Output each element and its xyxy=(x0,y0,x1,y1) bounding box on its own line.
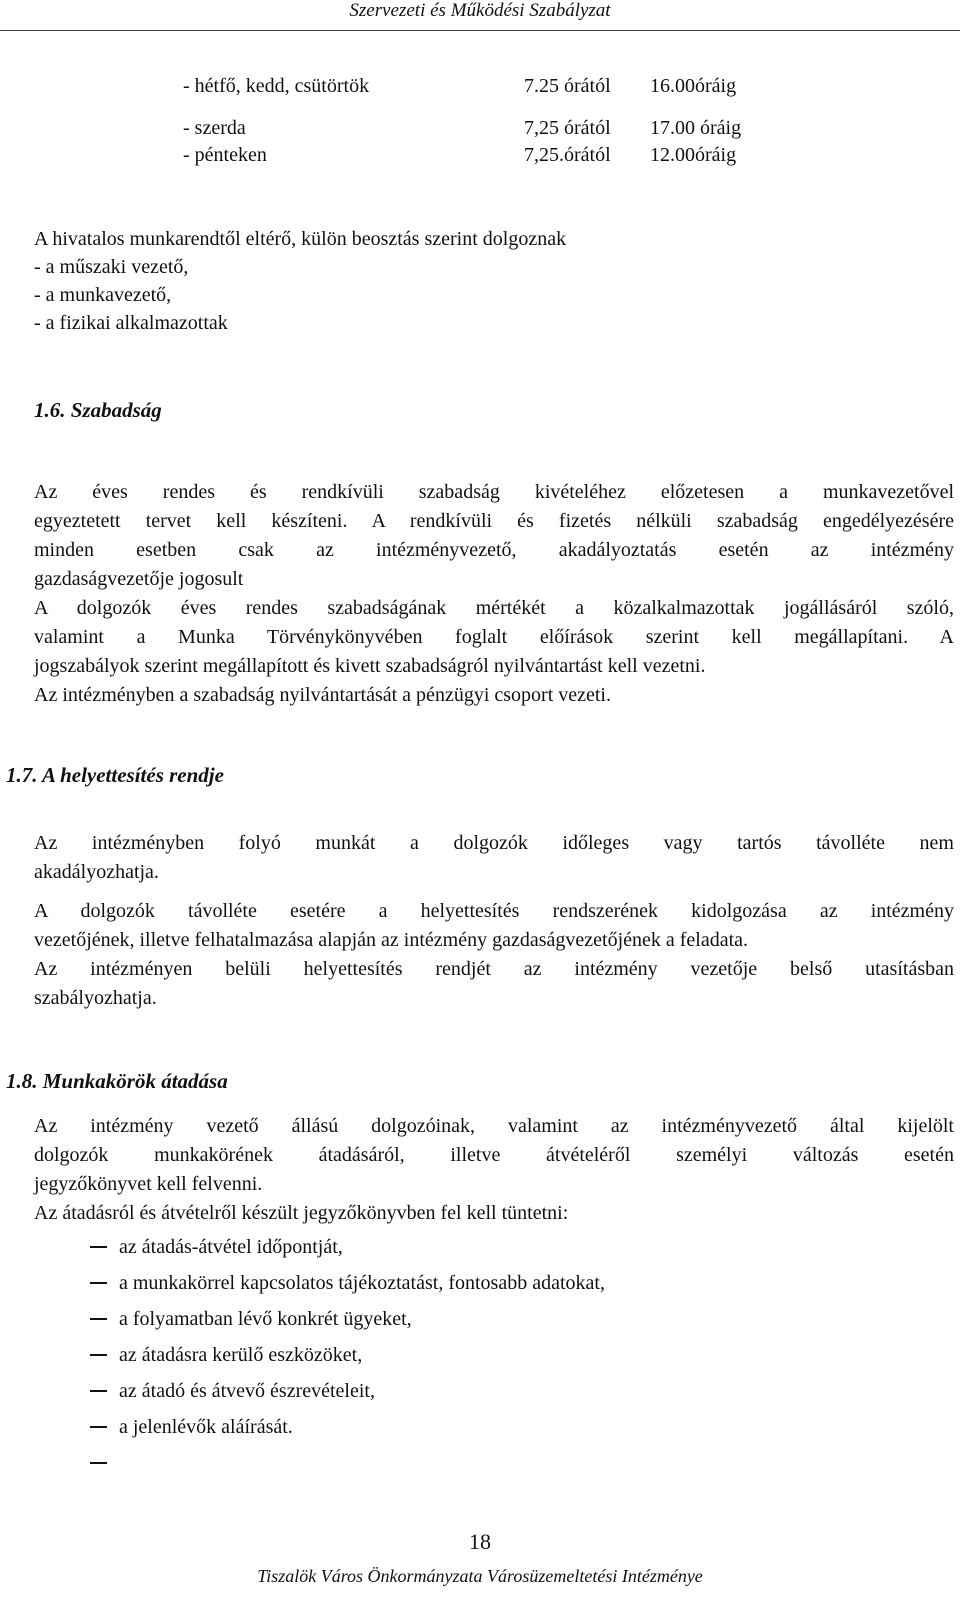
paragraph-line: Az intézményben folyó munkát a dolgozók időleges vagy tartós távolléte nem xyxy=(34,832,954,854)
dash-bullet-icon xyxy=(90,1390,107,1392)
paragraph-line: egyeztetett tervet kell készíteni. A rendkívüli és fizetés nélküli szabadság engedélyezésére xyxy=(34,510,954,532)
schedule-to: 12.00óráig xyxy=(650,144,737,166)
paragraph-line: gazdaságvezetője jogosult xyxy=(34,568,244,590)
paragraph-line: Az éves rendes és rendkívüli szabadság kivételéhez előzetesen a munkavezetővel xyxy=(34,481,954,503)
schedule-from: 7.25 órától xyxy=(524,75,611,97)
schedule-day: - szerda xyxy=(183,117,246,139)
paragraph-line: Az átadásról és átvételről készült jegyzőkönyvben fel kell tüntetni: xyxy=(34,1202,569,1224)
paragraph-line: szabályozhatja. xyxy=(34,987,157,1009)
dash-bullet-icon xyxy=(90,1246,107,1248)
page-number: 18 xyxy=(469,1529,491,1554)
paragraph-line: akadályozhatja. xyxy=(34,861,159,883)
list-item: - a munkavezető, xyxy=(34,284,172,306)
section-1-8-body xyxy=(34,1112,954,1228)
section-heading: 1.6. Szabadság xyxy=(34,398,162,422)
section-1-7-para2 xyxy=(34,897,954,1013)
paragraph-line: jegyzőkönyvet kell felvenni. xyxy=(34,1173,263,1195)
section-heading: 1.8. Munkakörök átadása xyxy=(6,1069,228,1093)
list-item-text: a folyamatban lévő konkrét ügyeket, xyxy=(119,1308,412,1330)
dash-bullet-icon xyxy=(90,1462,107,1464)
paragraph-line: A dolgozók éves rendes szabadságának mértékét a közalkalmazottak jogállásáról szóló, xyxy=(34,597,954,619)
dash-bullet-icon xyxy=(90,1282,107,1284)
special-schedule xyxy=(34,225,954,337)
schedule-day: - hétfő, kedd, csütörtök xyxy=(183,75,370,97)
running-header: Szervezeti és Működési Szabályzat xyxy=(349,0,611,21)
list-item: - a műszaki vezető, xyxy=(34,256,189,278)
list-item-text: az átadás-átvétel időpontját, xyxy=(119,1236,343,1258)
paragraph-line: Az intézményen belüli helyettesítés rendjét az intézmény vezetője belső utasításban xyxy=(34,958,954,980)
schedule-day: - pénteken xyxy=(183,144,267,166)
schedule-to: 16.00óráig xyxy=(650,75,737,97)
section-1-7-para1 xyxy=(34,829,954,887)
list-item-text: az átadásra kerülő eszközöket, xyxy=(119,1344,363,1366)
special-schedule-intro: A hivatalos munkarendtől eltérő, külön beosztás szerint dolgoznak xyxy=(34,228,567,250)
paragraph-line: valamint a Munka Törvénykönyvében foglalt előírások szerint kell megállapítani. A xyxy=(34,626,954,648)
dash-bullet-icon xyxy=(90,1318,107,1320)
paragraph-line: minden esetben csak az intézményvezető, akadályoztatás esetén az intézmény xyxy=(34,539,954,561)
paragraph-line: Az intézményben a szabadság nyilvántartását a pénzügyi csoport vezeti. xyxy=(34,684,611,706)
list-item: - a fizikai alkalmazottak xyxy=(34,312,228,334)
list-item-text: az átadó és átvevő észrevételeit, xyxy=(119,1380,375,1402)
dash-bullet-icon xyxy=(90,1426,107,1428)
list-item-text: a munkakörrel kapcsolatos tájékoztatást, fontosabb adatokat, xyxy=(119,1272,605,1294)
paragraph-line: vezetőjének, illetve felhatalmazása alapján az intézmény gazdaságvezetőjének a feladata. xyxy=(34,929,749,951)
section-1-6-body xyxy=(34,478,954,710)
schedule-from: 7,25.órától xyxy=(524,144,611,166)
paragraph-line: jogszabályok szerint megállapított és kivett szabadságról nyilvántartást kell vezetni. xyxy=(34,655,706,677)
paragraph-line: A dolgozók távolléte esetére a helyettesítés rendszerének kidolgozása az intézmény xyxy=(34,900,954,922)
schedule-table xyxy=(0,0,960,180)
schedule-from: 7,25 órától xyxy=(524,117,611,139)
section-heading: 1.7. A helyettesítés rendje xyxy=(6,763,224,787)
paragraph-line: dolgozók munkakörének átadásáról, illetve átvételéről személyi változás esetén xyxy=(34,1144,954,1166)
dash-bullet-icon xyxy=(90,1354,107,1356)
paragraph-line: Az intézmény vezető állású dolgozóinak, valamint az intézményvezető által kijelölt xyxy=(34,1115,954,1137)
list-item-text: a jelenlévők aláírását. xyxy=(119,1416,293,1438)
schedule-to: 17.00 óráig xyxy=(650,117,742,139)
footer-institution: Tiszalök Város Önkormányzata Városüzemeltetési Intézménye xyxy=(257,1566,703,1586)
